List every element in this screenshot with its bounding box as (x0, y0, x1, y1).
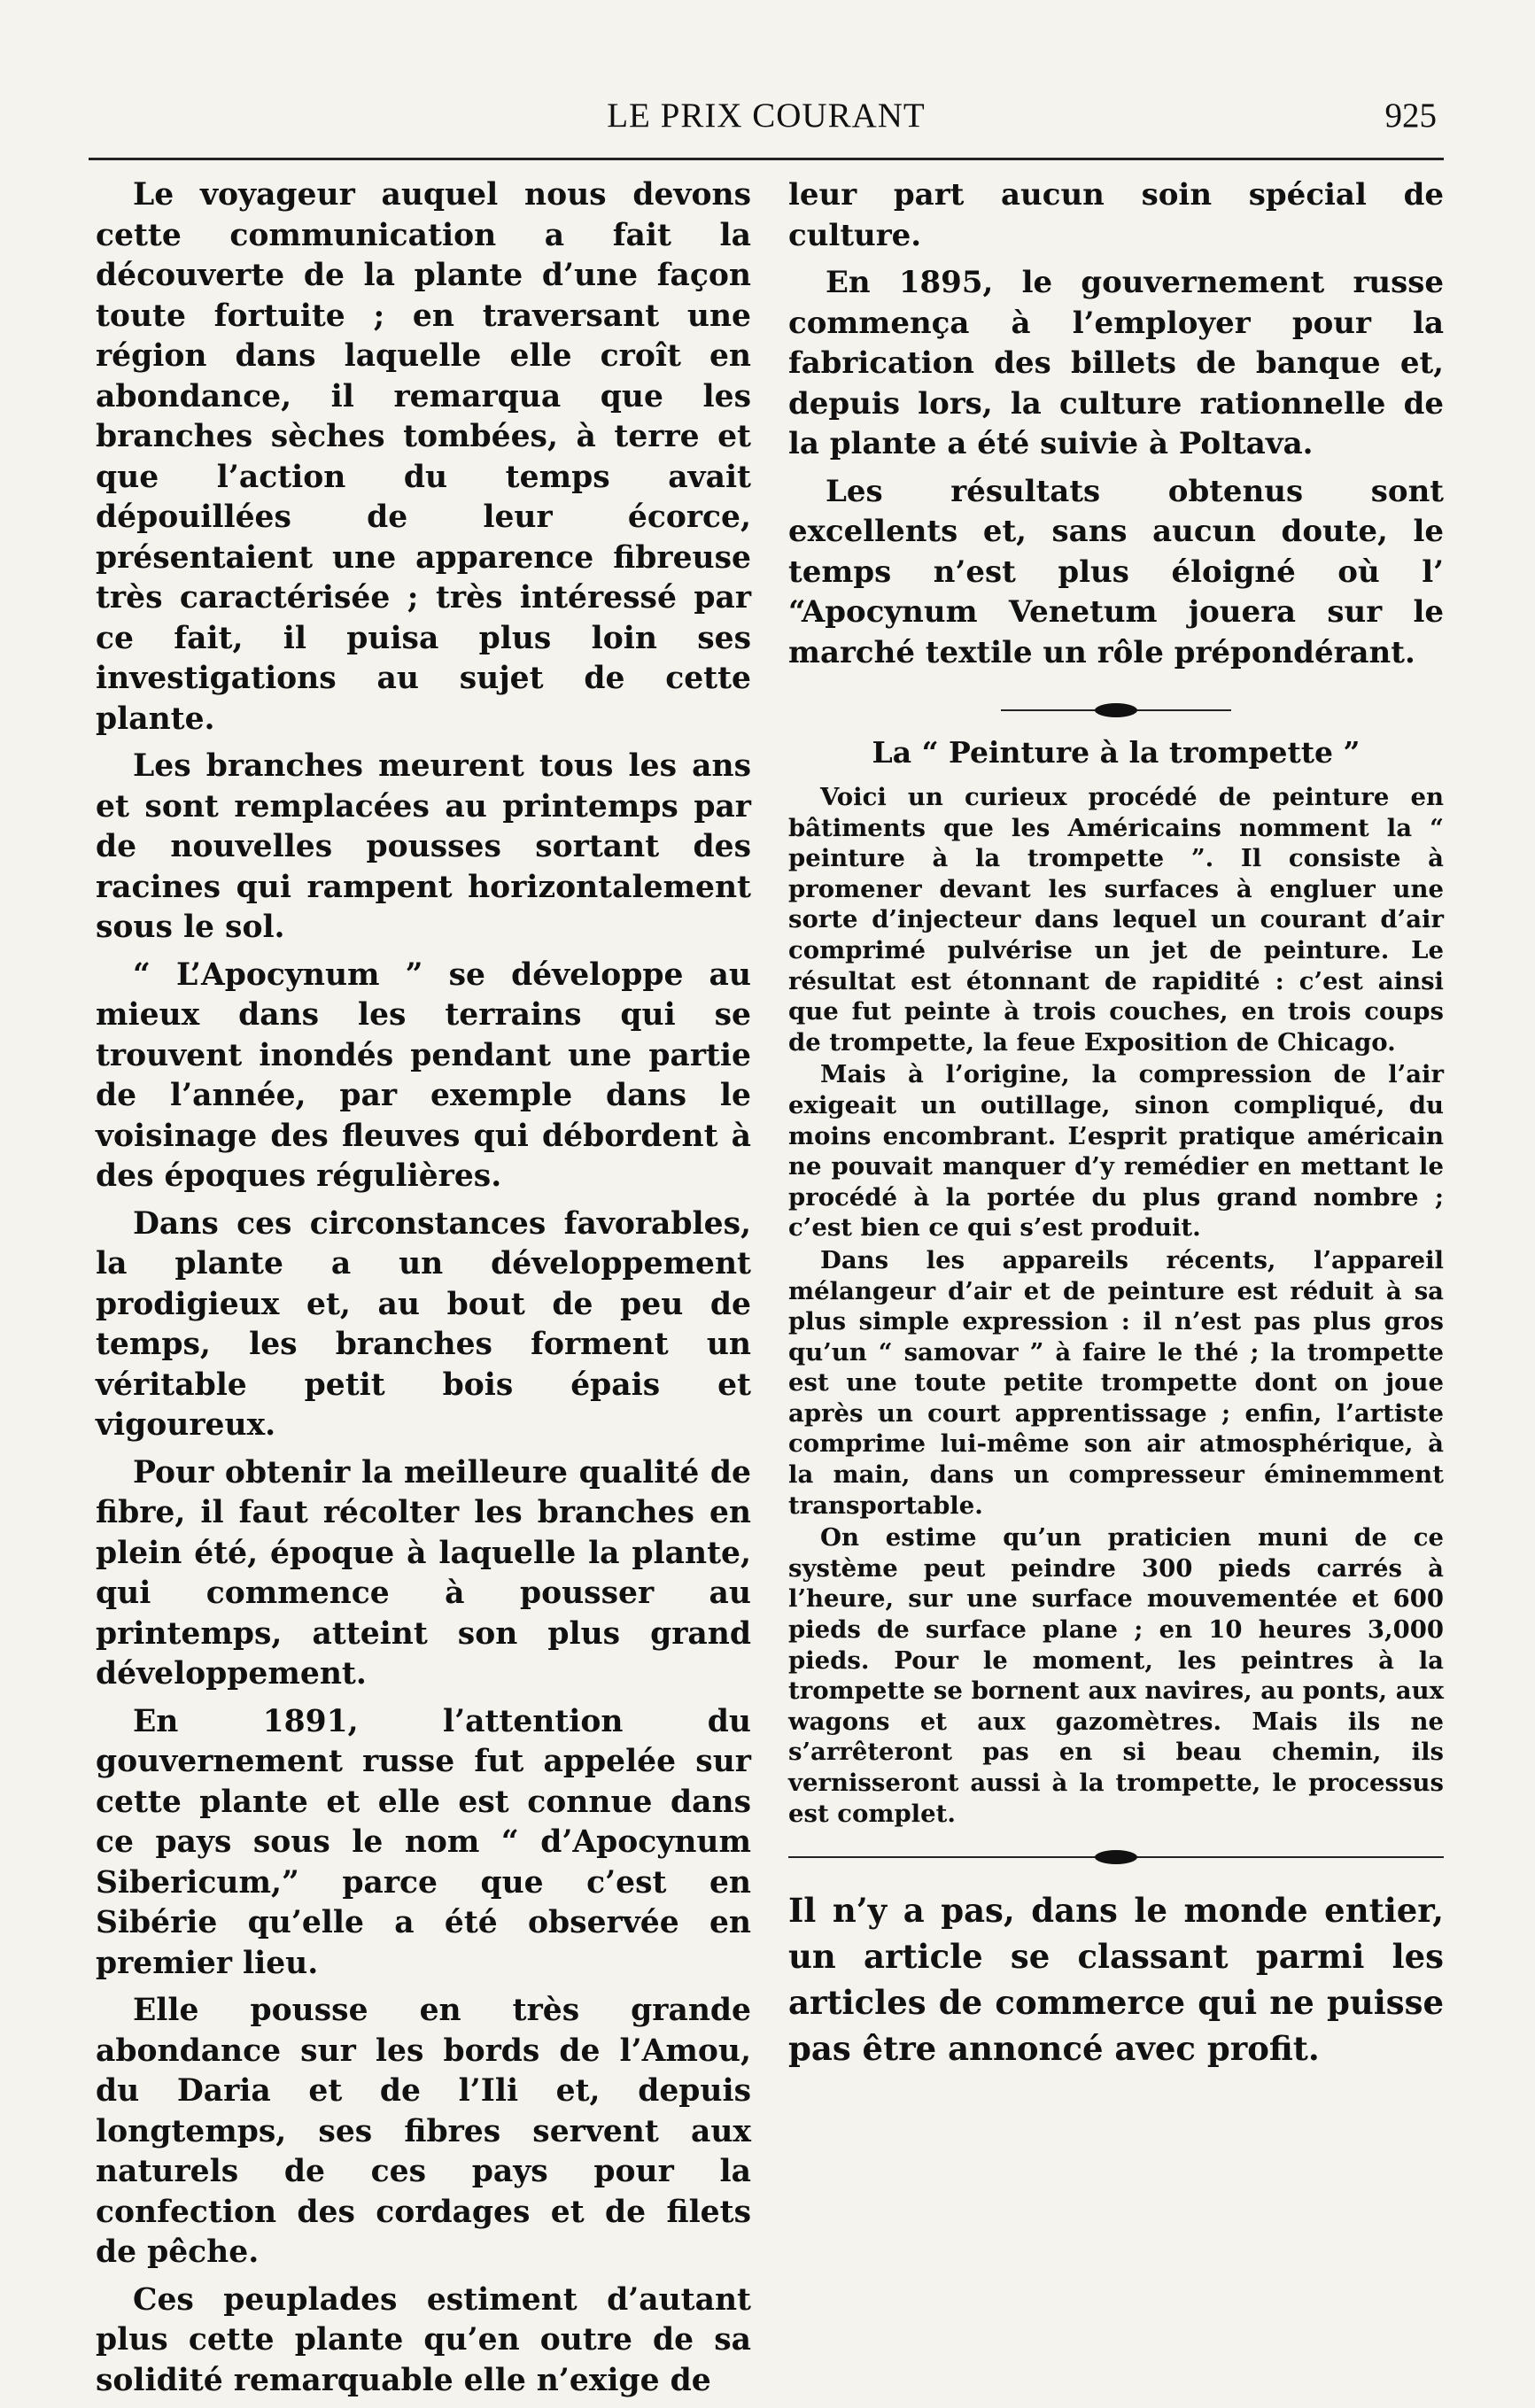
separator-ornament (1095, 1850, 1137, 1864)
paragraph: En 1895, le gouvernement russe commença à l’employer pour la fabrication des billets de banque et, depuis lors, la culture rationnelle de la plante a été suivie à Poltava. (788, 265, 1444, 461)
paragraph: Le voyageur auquel nous devons cette communication a fait la découverte de la plante d’une façon toute fortuite ; en traversant une région dans laquelle elle croît en abondance, il remarqua que les branches sèches tombées, à terre et que l’action du temps avait dépouillées de leur écorce, présentaient une apparence fibreuse très caractérisée ; très intéressé par ce fait, il puisa plus loin ses investigations au sujet de cette plante. (96, 177, 751, 737)
paragraph: On estime qu’un praticien muni de ce système peut peindre 300 pieds carrés à l’heure, sur une surface mouvementée et 600 pieds de surface plane ; en 10 heures 3,000 pieds. Pour le moment, les peintres à la trompette se bornent aux navires, au ponts, aux wagons et aux gazomètres. Mais ils ne s’arrêteront pas en si beau chemin, ils vernisseront aussi à la trompette, le processus est complet. (788, 1523, 1444, 1828)
section-title: La “ Peinture à la trompette ” (872, 735, 1361, 770)
paragraph: Dans les appareils récents, l’appareil mélangeur d’air et de peinture est réduit à sa plus simple expression : il n’est pas plus gros qu’un “ samovar ” à faire le thé ; la trompette est une toute petite trompette dont on joue après un court apprentissage ; enfin, l’artiste comprime lui-même son air atmosphérique, à la main, dans un compresseur éminemment transportable. (788, 1245, 1444, 1520)
peinture-article (788, 782, 1444, 1829)
paragraph: Elle pousse en très grande abondance sur les bords de l’Amou, du Daria et de l’Ili et, depuis longtemps, ses fibres servent aux naturels de ces pays pour la confection des cordages et de filets de pêche. (96, 1993, 751, 2270)
paragraph: En 1891, l’attention du gouvernement russe fut appelée sur cette plante et elle est connue dans ce pays sous le nom “ d’Apocynum Sibericum,” parce que c’est en Sibérie qu’elle a été observée en premier lieu. (96, 1703, 751, 1981)
paragraph: “ L’Apocynum ” se développe au mieux dans les terrains qui se trouvent inondés pendant une partie de l’année, par exemple dans le voisinage des fleuves qui débordent à des époques régulières. (96, 956, 751, 1194)
paragraph: Pour obtenir la meilleure qualité de fibre, il faut récolter les branches en plein été, époque à laquelle la plante, qui commence à pousser au printemps, atteint son plus grand développement. (96, 1454, 751, 1692)
header-rule (89, 158, 1444, 160)
article-separator (788, 1845, 1444, 1870)
separator-ornament (1095, 703, 1137, 717)
paragraph: Les branches meurent tous les ans et sont remplacées au printemps par de nouvelles pousses sortant des racines qui rampent horizontalement sous le sol. (96, 748, 751, 945)
paragraph: Voici un curieux procédé de peinture en bâtiments que les Américains nomment la “ peinture à la trompette ”. Il consiste à promener devant les surfaces à engluer une sorte d’injecteur dans lequel un courant d’air comprimé pulvérise un jet de peinture. Le résultat est étonnant de rapidité : c’est ainsi que fut peinte à trois couches, en trois coups de trompette, la feue Exposition de Chicago. (788, 783, 1444, 1057)
advertisement-box (788, 1887, 1444, 2071)
paragraph: leur part aucun soin spécial de culture. (788, 177, 1444, 253)
right-column (788, 175, 1444, 2071)
paragraph: Mais à l’origine, la compression de l’air exigeait un outillage, sinon compliqué, du moins encombrant. L’esprit pratique américain ne pouvait manquer d’y remédier en mettant le procédé à la portée du plus grand nombre ; c’est bien ce qui s’est produit. (788, 1060, 1444, 1243)
section-separator (1001, 698, 1231, 723)
paragraph: Les résultats obtenus sont excellents et, sans aucun doute, le temps n’est plus éloigné où l’ “Apocynum Venetum jouera sur le marché textile un rôle prépondérant. (788, 473, 1444, 670)
paragraph: Dans ces circonstances favorables, la plante a un développement prodigieux et, au bout de peu de temps, les branches forment un véritable petit bois épais et vigoureux. (96, 1205, 751, 1443)
page-number: 925 (1384, 97, 1437, 135)
journal-title: LE PRIX COURANT (607, 97, 926, 135)
apocynum-continuation (788, 175, 1444, 673)
advertisement-text: Il n’y a pas, dans le monde entier, un article se classant parmi les articles de commerce qui ne puisse pas être annoncé avec profit. (788, 1891, 1444, 2069)
left-column (96, 175, 751, 2408)
page-header (89, 89, 1444, 151)
paragraph: Ces peuplades estiment d’autant plus cette plante qu’en outre de sa solidité remarquable elle n’exige de (96, 2281, 751, 2398)
